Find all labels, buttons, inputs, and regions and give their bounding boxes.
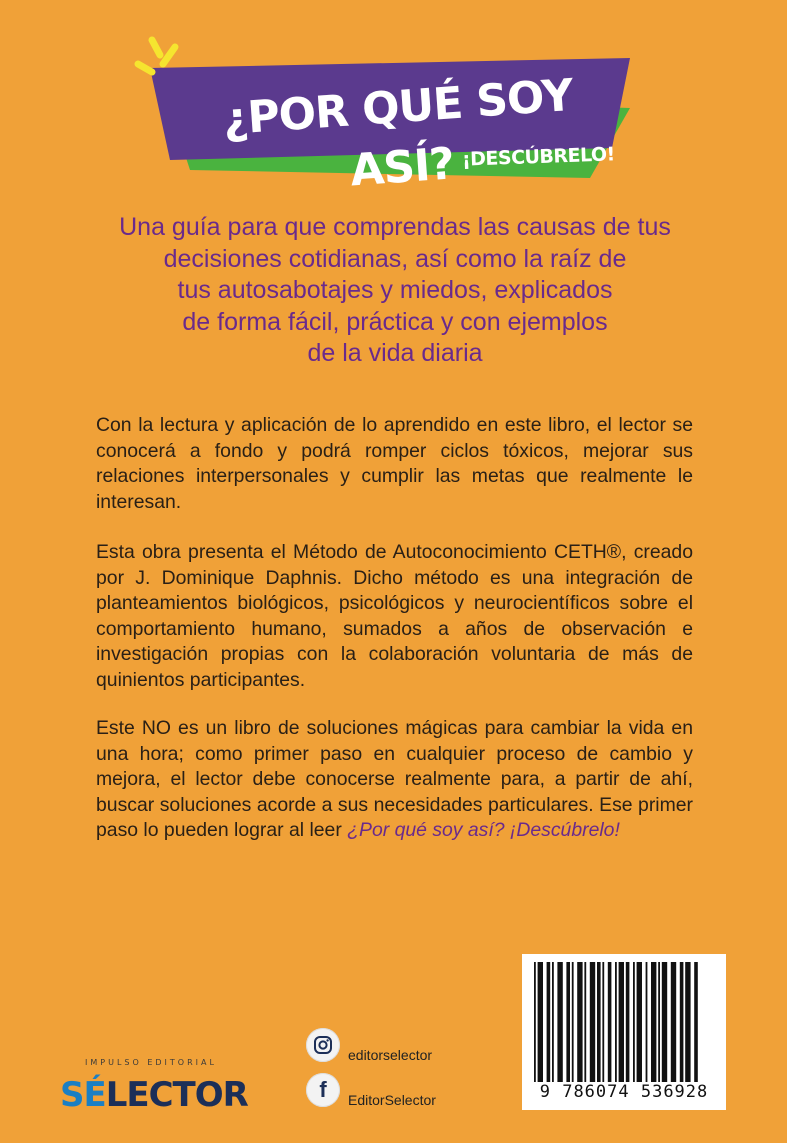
barcode-bar (566, 962, 570, 1082)
facebook-icon[interactable]: f (306, 1073, 340, 1107)
facebook-contact[interactable] (306, 1072, 436, 1108)
barcode-bars (532, 962, 716, 1082)
barcode-bar (608, 962, 612, 1082)
barcode-bar (680, 962, 684, 1082)
barcode-bar (658, 962, 660, 1082)
barcode-bar (685, 962, 690, 1082)
book-title-reference: ¿Por qué soy así? ¡Descúbrelo! (347, 819, 620, 842)
barcode-bar (637, 962, 642, 1082)
isbn-barcode (522, 954, 726, 1110)
instagram-icon[interactable] (306, 1028, 340, 1062)
book-title: ¿POR QUÉ SOY ASÍ? (221, 69, 575, 197)
barcode-bar (572, 962, 574, 1082)
barcode-bar (584, 962, 586, 1082)
barcode-bar (557, 962, 562, 1082)
barcode-bar (602, 962, 604, 1082)
title-banner (0, 0, 787, 200)
publisher-tagline: IMPULSO EDITORIAL (85, 1058, 217, 1067)
facebook-handle[interactable]: EditorSelector (348, 1092, 436, 1108)
barcode-bar (651, 962, 656, 1082)
barcode-bar (534, 962, 536, 1082)
instagram-contact[interactable] (306, 1027, 432, 1063)
lead-line: de forma fácil, práctica y con ejemplos (182, 307, 608, 336)
barcode-bar (538, 962, 543, 1082)
body-paragraph-3 (96, 716, 693, 844)
barcode-bar (626, 962, 630, 1082)
barcode-bar (577, 962, 582, 1082)
barcode-bar (671, 962, 676, 1082)
barcode-bar (646, 962, 648, 1082)
book-subtitle: ¡DESCÚBRELO! (461, 143, 616, 171)
lead-line: decisiones cotidianas, así como la raíz de (163, 244, 627, 273)
barcode-bar (633, 962, 635, 1082)
body-paragraph-1: Con la lectura y aplicación de lo aprendido en este libro, el lector se conocerá a fondo y podrá romper ciclos tóxicos, mejorar sus relaciones interpersonales y cumplir las metas que realmente le interesan. (96, 414, 693, 513)
lead-line: Una guía para que comprendas las causas de tus (119, 213, 671, 241)
logo-part-se: SÉ (60, 1075, 106, 1115)
logo-part-lector: LECTOR (105, 1075, 248, 1115)
burst-lines (138, 40, 175, 72)
barcode-bar (694, 962, 698, 1082)
barcode-bar (662, 962, 667, 1082)
isbn-number: 9 786074 536928 (539, 1082, 709, 1102)
barcode-bar (619, 962, 624, 1082)
barcode-bar (615, 962, 617, 1082)
paragraph-3-text: Este NO es un libro de soluciones mágicas para cambiar la vida en una hora; como primer paso en cualquier proceso de cambio y mejora, el lector debe conocerse realmente para, a partir de ahí, buscar soluciones acorde a sus necesidades particulares. Ese primer paso lo pueden lograr al leer (96, 717, 693, 842)
barcode-bar (597, 962, 601, 1082)
publisher-logo (60, 1075, 248, 1115)
barcode-bar (547, 962, 551, 1082)
barcode-bar (590, 962, 595, 1082)
barcode-bar (552, 962, 554, 1082)
lead-blurb (90, 212, 700, 370)
lead-line: de la vida diaria (307, 339, 483, 367)
lead-line: tus autosabotajes y miedos, explicados (177, 276, 613, 304)
instagram-handle[interactable]: editorselector (348, 1047, 433, 1063)
body-paragraph-2: Esta obra presenta el Método de Autoconocimiento CETH®, creado por J. Dominique Daphnis. Dicho método es una integración de planteamientos biológicos, psicológicos y neurocientíficos sobre el comportamiento humano, sumados a años de observación e investigación propias con la colaboración voluntaria de más de quinientos participantes. (96, 541, 693, 691)
